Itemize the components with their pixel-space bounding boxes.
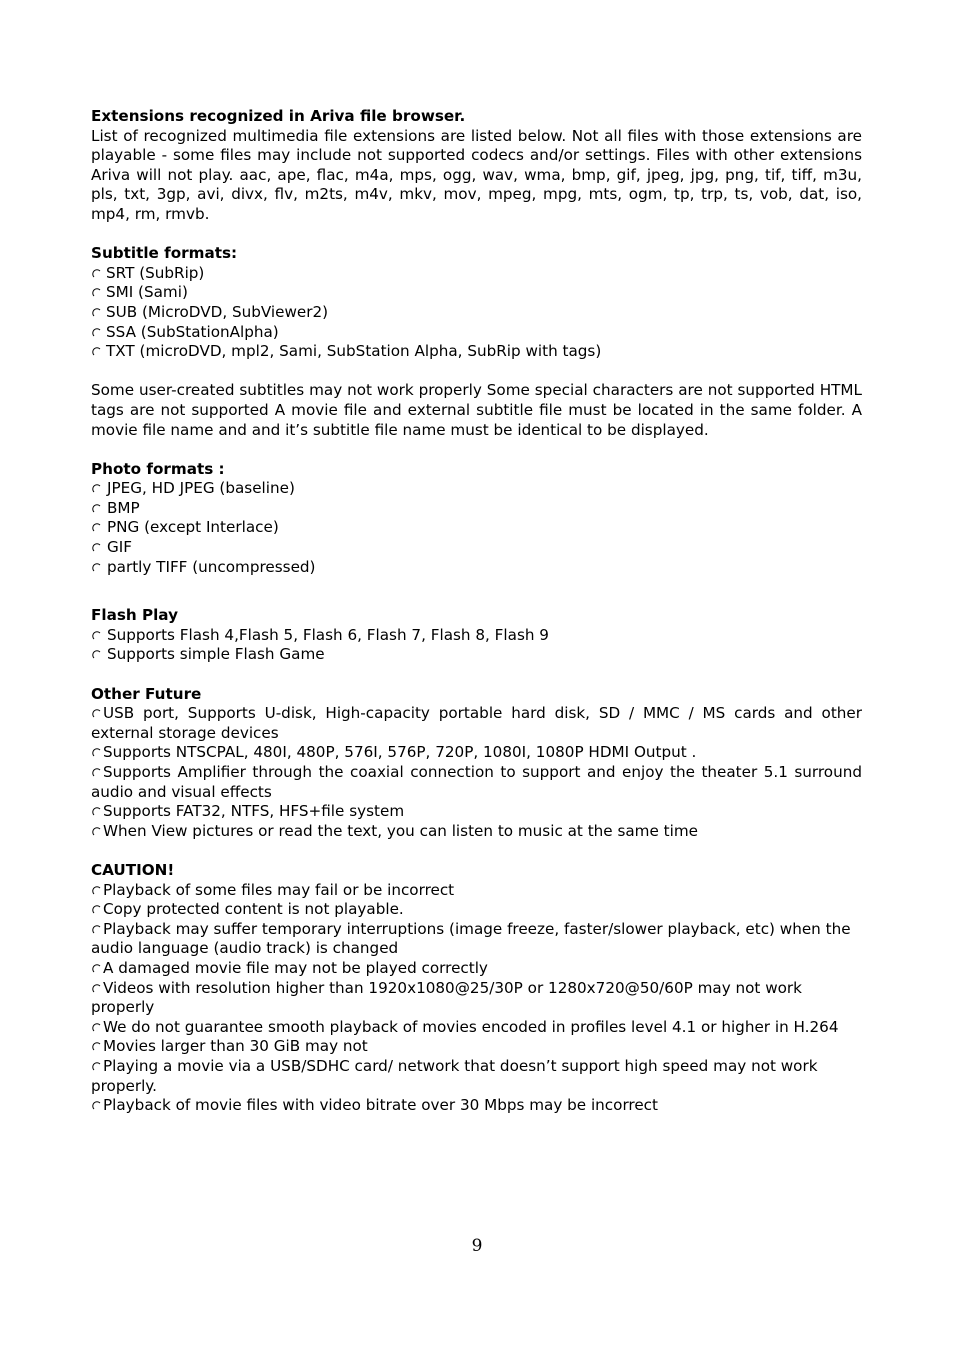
list-item: SRT (SubRip) <box>91 264 862 284</box>
bullet-icon <box>91 923 103 935</box>
list-item: PNG (except Interlace) <box>91 518 862 538</box>
bullet-icon <box>91 561 103 573</box>
list-item: SUB (MicroDVD, SubViewer2) <box>91 303 862 323</box>
bullet-icon <box>91 629 103 641</box>
bullet-icon <box>91 746 103 758</box>
list-item: Playing a movie via a USB/SDHC card/ network that doesn’t support high speed may not work properly. <box>91 1056 818 1095</box>
photo-list <box>91 479 862 577</box>
list-item: Supports NTSCPAL, 480I, 480P, 576I, 576P, 720P, 1080I, 1080P HDMI Output . <box>91 743 862 763</box>
bullet-icon <box>91 962 103 974</box>
document-page <box>91 107 862 1116</box>
list-item: partly TIFF (uncompressed) <box>91 558 862 578</box>
bullet-icon <box>91 521 103 533</box>
list-item: When View pictures or read the text, you can listen to music at the same time <box>91 822 862 842</box>
list-item: Playback may suffer temporary interruptions (image freeze, faster/slower playback, etc) when the audio language (audio track) is changed <box>91 919 851 958</box>
bullet-icon <box>91 825 103 837</box>
bullet-icon <box>91 903 103 915</box>
bullet-icon <box>91 541 103 553</box>
photo-heading: Photo formats : <box>91 459 225 478</box>
bullet-icon <box>91 326 103 338</box>
extensions-paragraph: List of recognized multimedia file extensions are listed below. Not all files with those extensions are playable - some files may include not supported codecs and/or settings. Files with other extensions Ariva will not play. aac, ape, flac, m4a, mps, ogg, wav, wma, bmp, gif, jpeg, jpg, png, tif, tiff, m3u, pls, txt, 3gp, avi, divx, flv, m2ts, m4v, mkv, mov, mpeg, mpg, mts, ogm, tp, trp, ts, vob, dat, iso, mp4, rm, rmvb. <box>91 126 862 223</box>
other-heading: Other Future <box>91 684 202 703</box>
bullet-icon <box>91 805 103 817</box>
list-item: GIF <box>91 538 862 558</box>
subtitle-list <box>91 264 862 362</box>
list-item: JPEG, HD JPEG (baseline) <box>91 479 862 499</box>
list-item: Supports simple Flash Game <box>91 645 862 665</box>
list-item: Supports Amplifier through the coaxial connection to support and enjoy the theater 5.1 surround audio and visual effects <box>91 763 862 801</box>
caution-heading: CAUTION! <box>91 860 175 879</box>
bullet-icon <box>91 502 103 514</box>
subtitle-note: Some user-created subtitles may not work properly Some special characters are not supported HTML tags are not supported A movie file and external subtitle file must be located in the same folder. A movie file name and and it’s subtitle file name must be identical to be displayed. <box>91 381 862 439</box>
bullet-icon <box>91 482 103 494</box>
flash-list <box>91 626 862 665</box>
other-list <box>91 704 862 841</box>
bullet-icon <box>91 982 103 994</box>
list-item: Playback of movie files with video bitrate over 30 Mbps may be incorrect <box>91 1096 862 1116</box>
bullet-icon <box>91 1099 103 1111</box>
list-item: Supports Flash 4,Flash 5, Flash 6, Flash 7, Flash 8, Flash 9 <box>91 626 862 646</box>
bullet-icon <box>91 286 103 298</box>
list-item: USB port, Supports U-disk, High-capacity portable hard disk, SD / MMC / MS cards and other external storage devices <box>91 704 862 742</box>
list-item: Movies larger than 30 GiB may not <box>91 1037 862 1057</box>
list-item: Videos with resolution higher than 1920x1080@25/30P or 1280x720@50/60P may not work properly <box>91 978 802 1017</box>
bullet-icon <box>91 267 103 279</box>
list-item: A damaged movie file may not be played correctly <box>91 959 862 979</box>
list-item: TXT (microDVD, mpl2, Sami, SubStation Alpha, SubRip with tags) <box>91 342 862 362</box>
list-item: Copy protected content is not playable. <box>91 900 862 920</box>
list-item: Playback of some files may fail or be incorrect <box>91 881 862 901</box>
list-item: Supports FAT32, NTFS, HFS+file system <box>91 802 862 822</box>
list-item: SSA (SubStationAlpha) <box>91 323 862 343</box>
bullet-icon <box>91 1021 103 1033</box>
flash-heading: Flash Play <box>91 606 178 625</box>
page-number: 9 <box>471 1236 483 1256</box>
bullet-icon <box>91 345 103 357</box>
caution-list <box>91 881 862 1116</box>
bullet-icon <box>91 707 103 719</box>
bullet-icon <box>91 306 103 318</box>
subtitle-heading: Subtitle formats: <box>91 244 238 263</box>
bullet-icon <box>91 1060 103 1072</box>
bullet-icon <box>91 1040 103 1052</box>
bullet-icon <box>91 648 103 660</box>
bullet-icon <box>91 884 103 896</box>
list-item: SMI (Sami) <box>91 283 862 303</box>
bullet-icon <box>91 766 103 778</box>
list-item: BMP <box>91 499 862 519</box>
list-item: We do not guarantee smooth playback of movies encoded in profiles level 4.1 or higher in H.264 <box>91 1018 862 1038</box>
extensions-heading: Extensions recognized in Ariva file browser. <box>91 107 466 125</box>
